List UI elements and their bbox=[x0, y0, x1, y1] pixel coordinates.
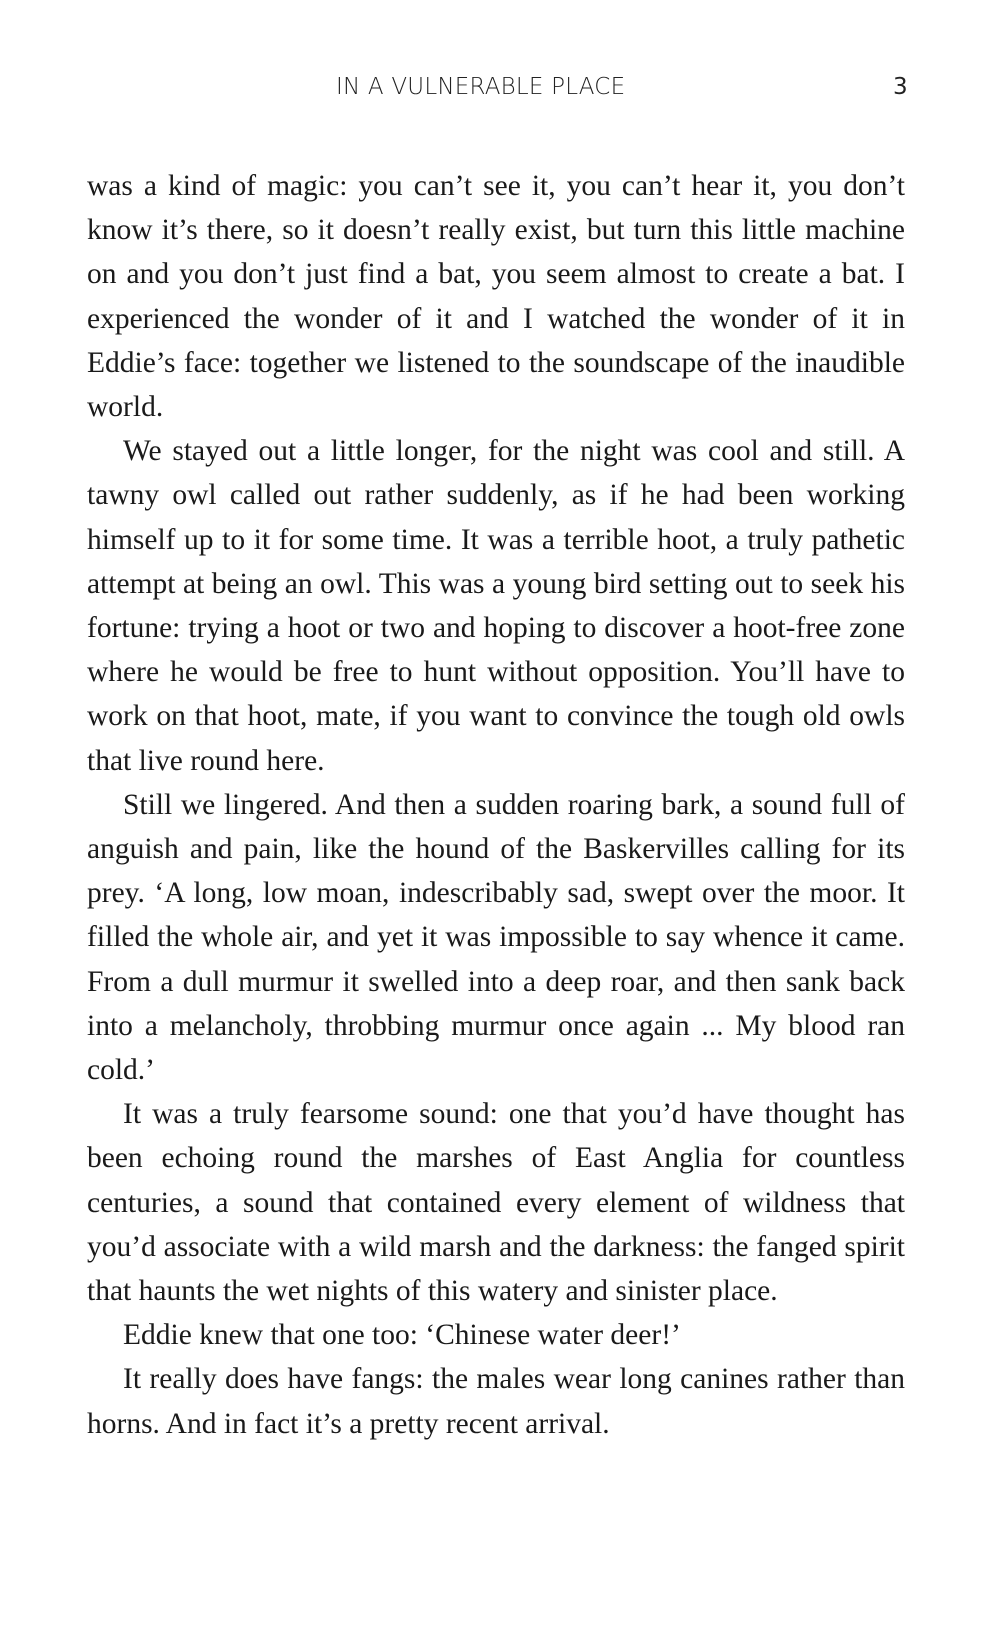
page-number: 3 bbox=[893, 74, 908, 100]
paragraph: Still we lingered. And then a sudden roaring bark, a sound full of anguish and pain, like the hound of the Baskervilles calling for its prey. ‘A long, low moan, indescribably sad, swept over the moor. It filled the whole air, and yet it was impossible to say whence it came. From a dull murmur it swelled into a deep roar, and then sank back into a melancholy, throbbing murmur once again ... My blood ran cold.’ bbox=[87, 788, 905, 1087]
paragraph: It was a truly fearsome sound: one that you’d have thought has been echoing round the marshes of East Anglia for countless centuries, a sound that contained every element of wildness that you’d associate with a wild marsh and the darkness: the fanged spirit that haunts the wet nights of this watery and sinister place. bbox=[87, 1098, 905, 1308]
paragraph-continued: was a kind of magic: you can’t see it, you can’t hear it, you don’t know it’s there, so it doesn’t really exist, but turn this little machine on and you don’t just find a bat, you seem almost to create a bat. I experienced the wonder of it and I watched the wonder of it in Eddie’s face: together we listened to the soundscape of the inaudible world. bbox=[87, 170, 905, 424]
paragraph: Eddie knew that one too: ‘Chinese water deer!’ bbox=[123, 1319, 681, 1352]
running-head bbox=[0, 70, 1008, 110]
paragraph: We stayed out a little longer, for the night was cool and still. A tawny owl called out rather suddenly, as if he had been working himself up to it for some time. It was a terrible hoot, a truly pathetic attempt at being an owl. This was a young bird setting out to seek his fortune: trying a hoot or two and hoping to discover a hoot-free zone where he would be free to hunt without opposition. You’ll have to work on that hoot, mate, if you want to convince the tough old owls that live round here. bbox=[87, 435, 905, 777]
paragraph: It really does have fangs: the males wear long canines rather than horns. And in fact it’s a pretty recent arrival. bbox=[87, 1363, 905, 1440]
running-title: IN A VULNERABLE PLACE bbox=[336, 74, 626, 100]
body-text bbox=[87, 164, 905, 1446]
